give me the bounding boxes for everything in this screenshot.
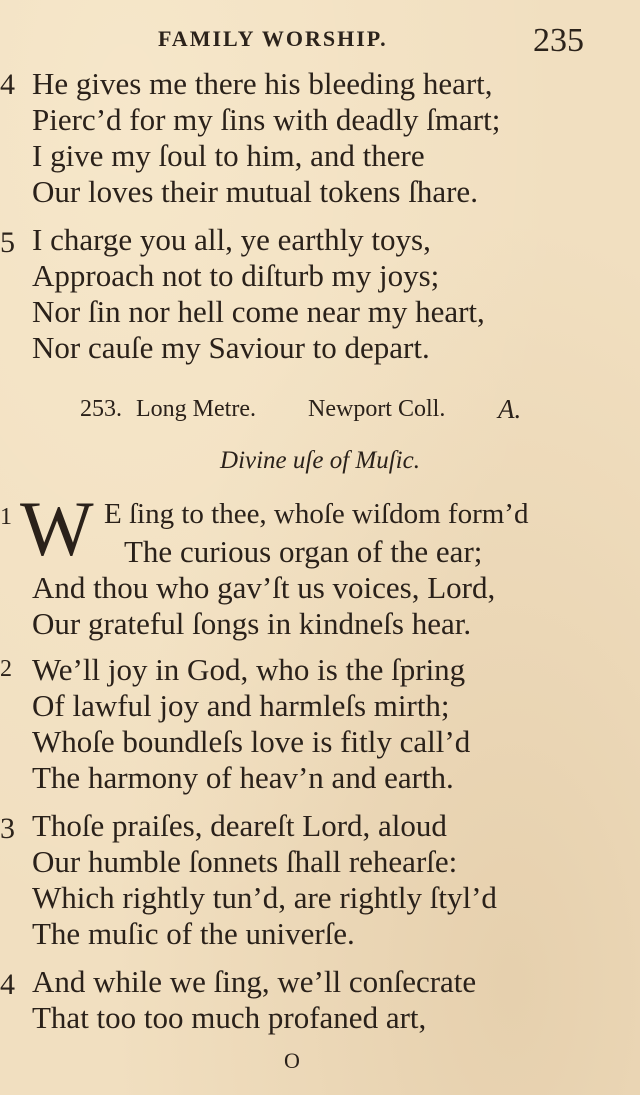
verse-line: The harmony of heav’n and earth. (32, 760, 454, 795)
stanza-number: 4 (0, 968, 15, 1001)
hymn-number: 253. (80, 396, 122, 422)
verse-line: Whoſe boundleſs love is fitly call’d (32, 724, 471, 759)
stanza-number: 4 (0, 68, 15, 101)
verse-line: Approach not to diſturb my joys; (32, 258, 440, 293)
verse-line: Our humble ſonnets ſhall rehearſe: (32, 844, 458, 879)
verse-line: We’ll joy in God, who is the ſpring (32, 652, 466, 687)
verse-line: Of lawful joy and harmleſs mirth; (32, 688, 450, 723)
verse-line: Thoſe praiſes, deareſt Lord, aloud (32, 808, 447, 843)
hymn-source: Newport Coll. (308, 396, 446, 422)
drop-cap: W (20, 485, 94, 572)
verse-line: And while we ſing, we’ll conſecrate (32, 964, 477, 999)
stanza-number: 5 (0, 226, 15, 259)
hymn-author-mark: A. (498, 394, 522, 424)
verse-line: The curious organ of the ear; (124, 534, 483, 569)
verse-line: Pierc’d for my ſins with deadly ſmart; (32, 102, 501, 137)
verse-line: Our grateful ſongs in kindneſs hear. (32, 606, 472, 641)
verse-line: Nor ſin nor hell come near my heart, (32, 294, 485, 329)
stanza-number: 3 (0, 812, 15, 845)
signature-mark: O (284, 1048, 300, 1073)
verse-line: I charge you all, ye earthly toys, (32, 222, 431, 257)
verse-line: Our loves their mutual tokens ſhare. (32, 174, 478, 209)
verse-line: He gives me there his bleeding heart, (32, 66, 493, 101)
verse-line: E ſing to thee, whoſe wiſdom form’d (104, 498, 529, 530)
hymn-metre: Long Metre. (136, 396, 256, 422)
page-number: 235 (533, 22, 584, 59)
verse-line: I give my ſoul to him, and there (32, 138, 425, 173)
verse-line: That too too much profaned art, (32, 1000, 427, 1035)
running-head: FAMILY WORSHIP. (158, 26, 388, 51)
verse-line: Nor cauſe my Saviour to depart. (32, 330, 430, 365)
verse-line: Which rightly tun’d, are rightly ſtyl’d (32, 880, 497, 915)
verse-line: The muſic of the univerſe. (32, 916, 355, 951)
verse-line: And thou who gav’ſt us voices, Lord, (32, 570, 496, 605)
stanza-number: 1 (0, 504, 12, 530)
stanza-number: 2 (0, 656, 12, 682)
hymn-title: Divine uſe of Muſic. (220, 447, 420, 474)
